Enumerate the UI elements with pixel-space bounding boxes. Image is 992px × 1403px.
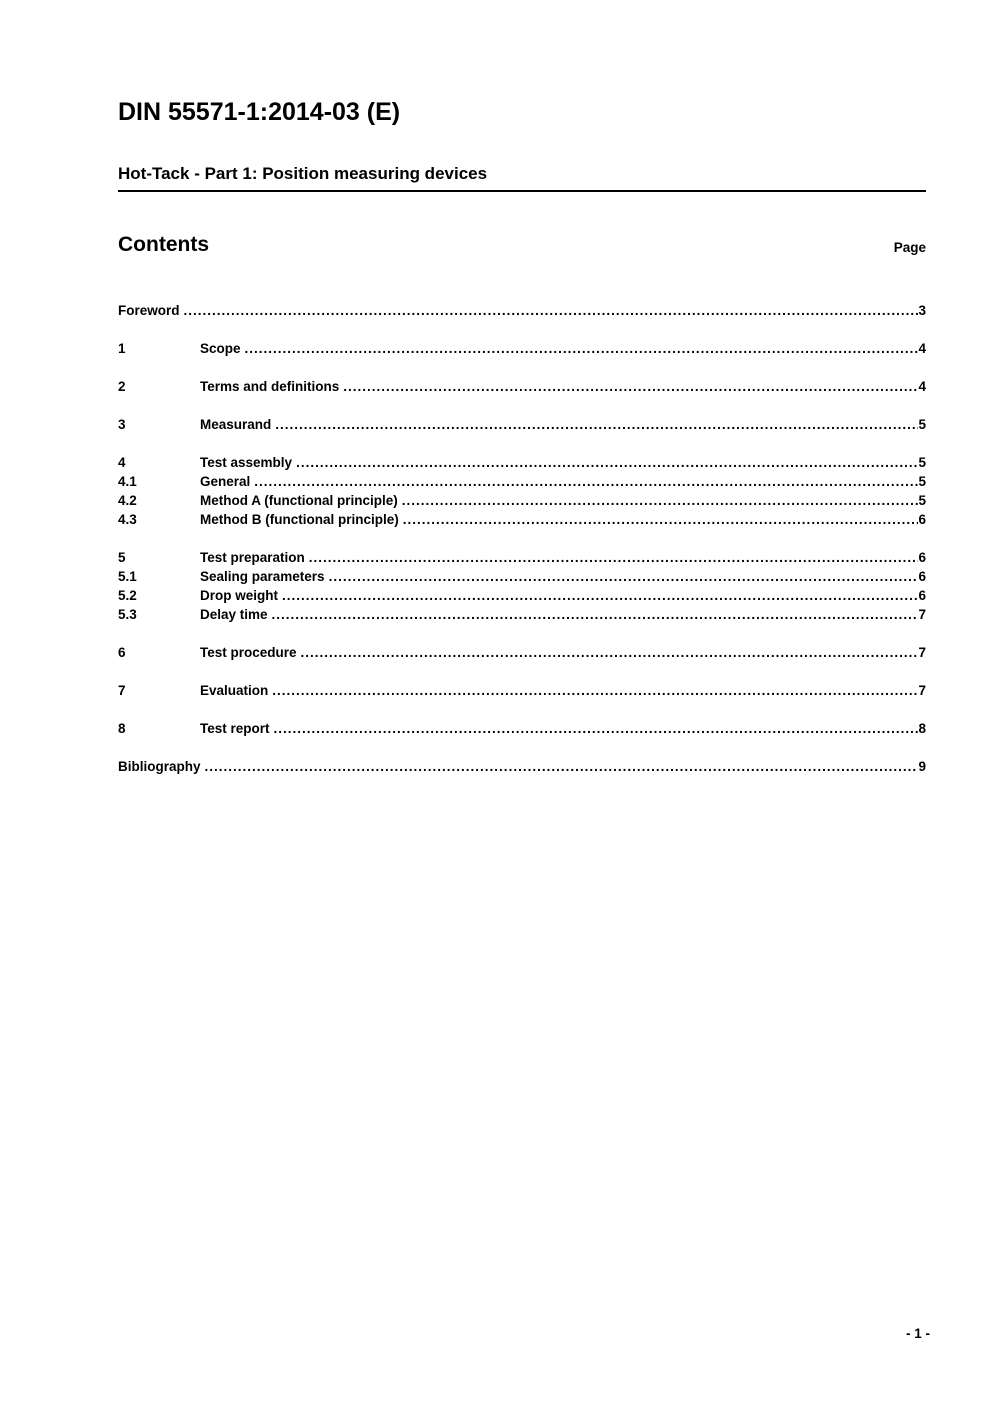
document-title: DIN 55571-1:2014-03 (E) [118,98,401,126]
toc-group-7 [118,681,926,700]
toc-entry-page: 6 [918,550,926,565]
toc-row [118,567,926,586]
dot-leader [272,681,918,700]
toc-entry-page: 5 [918,455,926,470]
dot-leader [275,415,918,434]
toc-entry-title: Bibliography [118,759,201,774]
toc-entry-page: 7 [918,683,926,698]
toc-entry-title: Scope [200,341,241,356]
toc-row [118,757,926,776]
toc-group-3 [118,415,926,434]
toc-entry-number: 5.3 [118,607,137,622]
dot-leader [254,472,918,491]
contents-header-row [118,233,926,257]
toc-row [118,491,926,510]
toc-entry-page: 5 [918,417,926,432]
toc-entry-number: 4.3 [118,512,137,527]
dot-leader [296,453,918,472]
toc-entry-number: 8 [118,721,126,736]
toc-entry-page: 7 [918,645,926,660]
toc-group-foreword [118,301,926,320]
page-number-footer: - 1 - [905,1326,930,1341]
toc-row [118,719,926,738]
dot-leader [329,567,919,586]
dot-leader [402,491,919,510]
dot-leader [309,548,919,567]
toc-entry-title: Drop weight [200,588,278,603]
toc-entry-title: Method A (functional principle) [200,493,398,508]
toc-entry-page: 3 [918,303,926,318]
toc-row [118,586,926,605]
dot-leader [343,377,918,396]
toc-entry-number: 4.1 [118,474,137,489]
toc-entry-page: 4 [918,379,926,394]
page-content [118,0,926,776]
dot-leader [282,586,918,605]
dot-leader [205,757,919,776]
toc-entry-title: Test procedure [200,645,297,660]
toc-row [118,453,926,472]
toc-entry-number: 3 [118,417,126,432]
toc-group-6 [118,643,926,662]
toc-row [118,339,926,358]
toc-row [118,377,926,396]
toc-entry-page: 5 [918,474,926,489]
toc-entry-page: 5 [918,493,926,508]
toc-entry-title: Test report [200,721,270,736]
toc-entry-title: Test preparation [200,550,305,565]
toc-row [118,472,926,491]
toc-group-bibliography [118,757,926,776]
page-column-label: Page [893,240,926,255]
dot-leader [272,605,919,624]
toc-entry-title: General [200,474,251,489]
toc-group-2 [118,377,926,396]
toc-entry-title: Test assembly [200,455,293,470]
toc-group-5 [118,548,926,624]
toc-row [118,681,926,700]
toc-entry-page: 6 [918,588,926,603]
toc-entry-page: 8 [918,721,926,736]
toc-row [118,510,926,529]
toc-group-4 [118,453,926,529]
toc-entry-page: 6 [918,512,926,527]
contents-heading: Contents [118,233,209,256]
toc-group-1 [118,339,926,358]
table-of-contents [118,301,926,776]
dot-leader [403,510,919,529]
toc-entry-page: 6 [918,569,926,584]
toc-entry-title: Sealing parameters [200,569,325,584]
toc-entry-page: 4 [918,341,926,356]
toc-entry-number: 5.2 [118,588,137,603]
document-subtitle: Hot-Tack - Part 1: Position measuring devices [118,164,926,192]
dot-leader [184,301,919,320]
toc-entry-title: Method B (functional principle) [200,512,399,527]
toc-entry-number: 5.1 [118,569,137,584]
toc-entry-number: 4 [118,455,126,470]
toc-entry-number: 6 [118,645,126,660]
toc-row [118,548,926,567]
toc-entry-number: 2 [118,379,126,394]
toc-entry-number: 5 [118,550,126,565]
toc-entry-title: Measurand [200,417,272,432]
toc-entry-page: 9 [918,759,926,774]
dot-leader [301,643,919,662]
toc-row [118,301,926,320]
toc-row [118,415,926,434]
toc-entry-title: Delay time [200,607,268,622]
toc-entry-title: Evaluation [200,683,269,698]
toc-entry-number: 7 [118,683,126,698]
toc-entry-title: Foreword [118,303,180,318]
toc-group-8 [118,719,926,738]
dot-leader [274,719,919,738]
toc-entry-title: Terms and definitions [200,379,340,394]
dot-leader [245,339,919,358]
toc-entry-number: 4.2 [118,493,137,508]
toc-row [118,605,926,624]
toc-entry-page: 7 [918,607,926,622]
toc-row [118,643,926,662]
toc-entry-number: 1 [118,341,126,356]
